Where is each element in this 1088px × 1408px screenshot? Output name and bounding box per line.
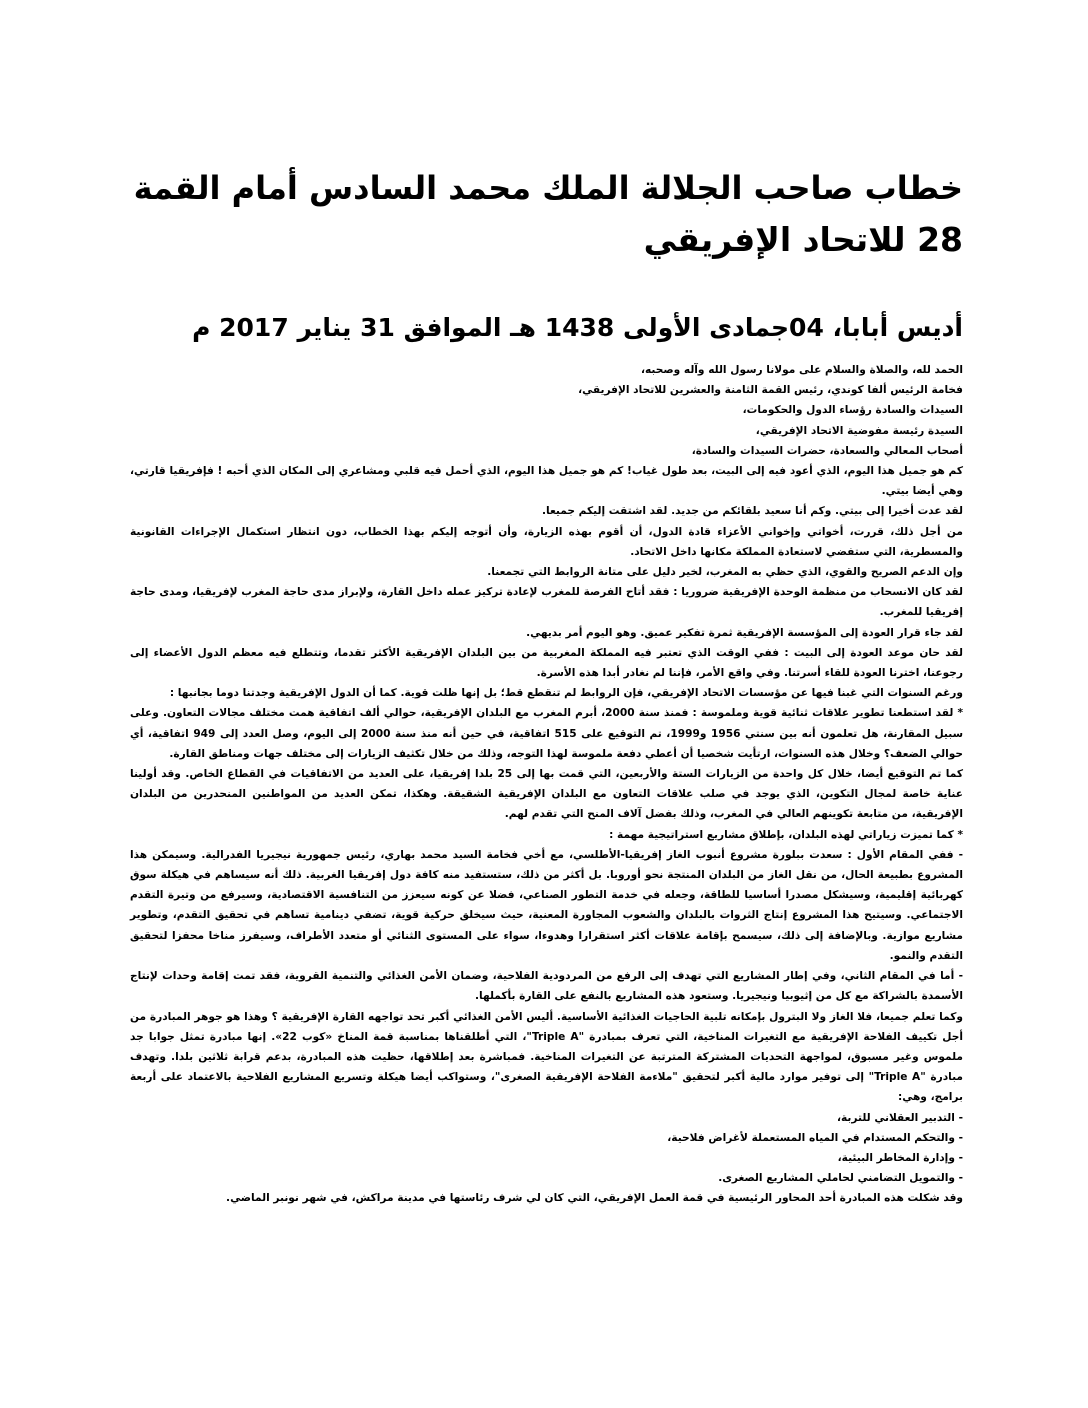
title-line-1: خطاب صاحب الجلالة الملك محمد السادس أمام القمة [133,169,963,207]
title-line-2: 28 للاتحاد الإفريقي [643,220,963,259]
paragraph: - ففي المقام الأول : سعدت ببلورة مشروع أنبوب الغاز إفريقيا-الأطلسي، مع أخي فخامة السيد محمد بهاري، رئيس جمهورية نيجيريا الفدرالية. وسيمكن هذا المشروع بطبيعة الحال، من نقل الغاز من البلدان المنتجة نحو أوروبا. بل أكثر من ذلك، ستستفيد منه كافة دول إفريقيا الغربية. ذلك أنه سيساهم في هيكلة سوق كهربائية إقليمية، وسيشكل مصدرا أساسيا للطاقة، وجعله في خدمة التطور الصناعي، فضلا عن كونه سيعزز من التنافسية الاقتصادية، وسيرفع من وتيرة التقدم الاجتماعي. وسيتيح هذا المشروع إنتاج الثروات بالبلدان والشعوب المجاورة المعنية، حيث سيخلق حركية قوية، تضفي دينامية تساهم في تحقيق التقدم، وتطوير مشاريع موازية. وبالإضافة إلى ذلك، سيسمح بإقامة علاقات أكثر استقرارا وهدوءا، سواء على المستوى الثنائي أو متعدد الأطراف، وسيفرز مناخا محفزا لتحقيق التقدم والنمو. [130,848,963,962]
paragraph-salutation-heads-of-state: السيدات والسادة رؤساء الدول والحكومات، [742,404,963,417]
paragraph: لقد كان الانسحاب من منظمة الوحدة الإفريقية ضروريا : فقد أتاح الفرصة للمغرب لإعادة تركيز عمله داخل القارة، ولإبراز مدى حاجة المغرب لإفريقيا، ومدى حاجة إفريقيا للمغرب. [130,586,963,619]
paragraph: وكما تعلم جميعا، فلا الغاز ولا البترول بإمكانه تلبية الحاجيات الغذائية الأساسية. أليس الأمن الغذائي أكبر تحد تواجهه القارة الإفريقية ؟ وهذا هو جوهر المبادرة من أجل تكييف الفلاحة الإفريقية مع التغيرات المناخية، التي تعرف بمبادرة "Triple A"، التي أطلقناها بمناسبة قمة المناخ «كوب 22». إنها مبادرة تمثل جوابا جد ملموس وغير مسبوق، لمواجهة التحديات المشتركة المترتبة عن التغيرات المناخية. فمباشرة بعد إطلاقها، حظيت هذه المبادرة، بدعم قرابة ثلاثين بلدا. وتهدف مبادرة "Triple A" إلى توفير موارد مالية أكبر لتحقيق "ملاءمة الفلاحة الإفريقية الصغرى"، وستواكب أيضا هيكلة وتسريع المشاريع الفلاحية بالاعتماد على أربعة برامج، وهي: [130,1010,963,1104]
paragraph-salutation-commission: السيدة رئيسة مفوضية الاتحاد الإفريقي، [755,424,963,437]
paragraph: لقد عدت أخيرا إلى بيتي. وكم أنا سعيد بلقائكم من جديد. لقد اشتقت إليكم جميعا. [541,505,963,518]
paragraph: كم هو جميل هذا اليوم، الذي أعود فيه إلى البيت، بعد طول غياب! كم هو جميل هذا اليوم، الذي أحمل فيه قلبي ومشاعري إلى المكان الذي أحبه ! فإفريقيا قارتي، وهي أيضا بيتي. [130,465,963,498]
paragraph: لقد جاء قرار العودة إلى المؤسسة الإفريقية ثمرة تفكير عميق. وهو اليوم أمر بديهي. [526,626,963,639]
paragraph-salutation-president: فخامة الرئيس ألفا كوندي، رئيس القمة الثامنة والعشرين للاتحاد الإفريقي، [578,384,963,397]
paragraph: من أجل ذلك، قررت، أخواتي وإخواني الأعزاء قادة الدول، أن أقوم بهذه الزيارة، وأن أتوجه إليكم بهذا الخطاب، دون انتظار استكمال الإجراءات القانونية والمسطرية، التي ستفضي لاستعادة المملكة مكانها داخل الاتحاد. [130,525,963,558]
list-item: - والتمويل التضامني لحاملي المشاريع الصغرى. [718,1172,963,1185]
document-dateline: أديس أبابا، 04جمادى الأولى 1438 هـ الموافق 31 يناير 2017 م [192,313,963,342]
paragraph: كما تم التوقيع أيضا، خلال كل واحدة من الزيارات الستة والأربعين، التي قمت بها إلى 25 بلدا إفريقيا، على العديد من الاتفاقيات في القطاع الخاص. وقد أولينا عناية خاصة لمجال التكوين، الذي يوجد في صلب علاقات التعاون مع البلدان الإفريقية الشقيقة. وهكذا، تمكن العديد من المواطنين المنحدرين من البلدان الإفريقية، من متابعة تكوينهم العالي في المغرب، وذلك بفضل آلاف المنح التي تقدم لهم. [130,768,963,821]
paragraph: ورغم السنوات التي غبنا فيها عن مؤسسات الاتحاد الإفريقي، فإن الروابط لم تنقطع قط؛ بل إنها ظلت قوية. كما أن الدول الإفريقية وجدتنا دوما بجانبها : [169,687,963,700]
paragraph: لقد حان موعد العودة إلى البيت : ففي الوقت الذي تعتبر فيه المملكة المغربية من بين البلدان الإفريقية الأكثر تقدما، وتتطلع فيه معظم الدول الأعضاء إلى رجوعنا، اخترنا العودة للقاء أسرتنا. وفي واقع الأمر، فإننا لم نغادر أبدا هذه الأسرة. [130,646,963,680]
paragraph-opening-invocation: الحمد لله، والصلاة والسلام على مولانا رسول الله وآله وصحبه، [640,364,963,376]
list-item: - والتحكم المستدام في المياه المستعملة لأغراض فلاحية، [667,1131,963,1144]
paragraph: * كما تميزت زياراتي لهذه البلدان، بإطلاق مشاريع استراتيجية مهمة : [609,828,963,841]
list-item: - وإدارة المخاطر البيئية، [837,1151,963,1164]
paragraph: وإن الدعم الصريح والقوي، الذي حظي به المغرب، لخير دليل على متانة الروابط التي تجمعنا. [487,566,963,579]
list-item: - التدبير العقلاني للتربة، [836,1111,963,1124]
document-title [130,162,963,266]
document-page [130,0,963,1408]
paragraph: - أما في المقام الثاني، وفي إطار المشاريع التي تهدف إلى الرفع من المردودية الفلاحية، وضمان الأمن الغذائي والتنمية القروية، فقد تمت إقامة وحدات لإنتاج الأسمدة بالشراكة مع كل من إثيوبيا ونيجيريا. وستعود هذه المشاريع بالنفع على القارة بأكملها. [130,970,963,1003]
paragraph-salutation-excellencies: أصحاب المعالي والسعادة، حضرات السيدات والسادة، [691,444,963,457]
paragraph: * لقد استطعنا تطوير علاقات ثنائية قوية وملموسة : فمنذ سنة 2000، أبرم المغرب مع البلدان الإفريقية، حوالي ألف اتفاقية همت مختلف مجالات التعاون. وعلى سبيل المقارنة، هل تعلمون أنه بين سنتي 1956 و1999، تم التوقيع على 515 اتفاقية، في حين أنه منذ سنة 2000 إلى اليوم، وصل العدد إلى 949 اتفاقية، أي حوالي الضعف؟ وخلال هذه السنوات، ارتأيت شخصيا أن أعطي دفعة ملموسة لهذا التوجه، وذلك من خلال تكثيف الزيارات إلى مختلف جهات ومناطق القارة. [130,707,963,760]
document-body [130,360,963,1209]
paragraph: وقد شكلت هذه المبادرة أحد المحاور الرئيسية في قمة العمل الإفريقي، التي كان لي شرف رئاستها في مدينة مراكش، في شهر نونبر الماضي. [226,1192,963,1205]
